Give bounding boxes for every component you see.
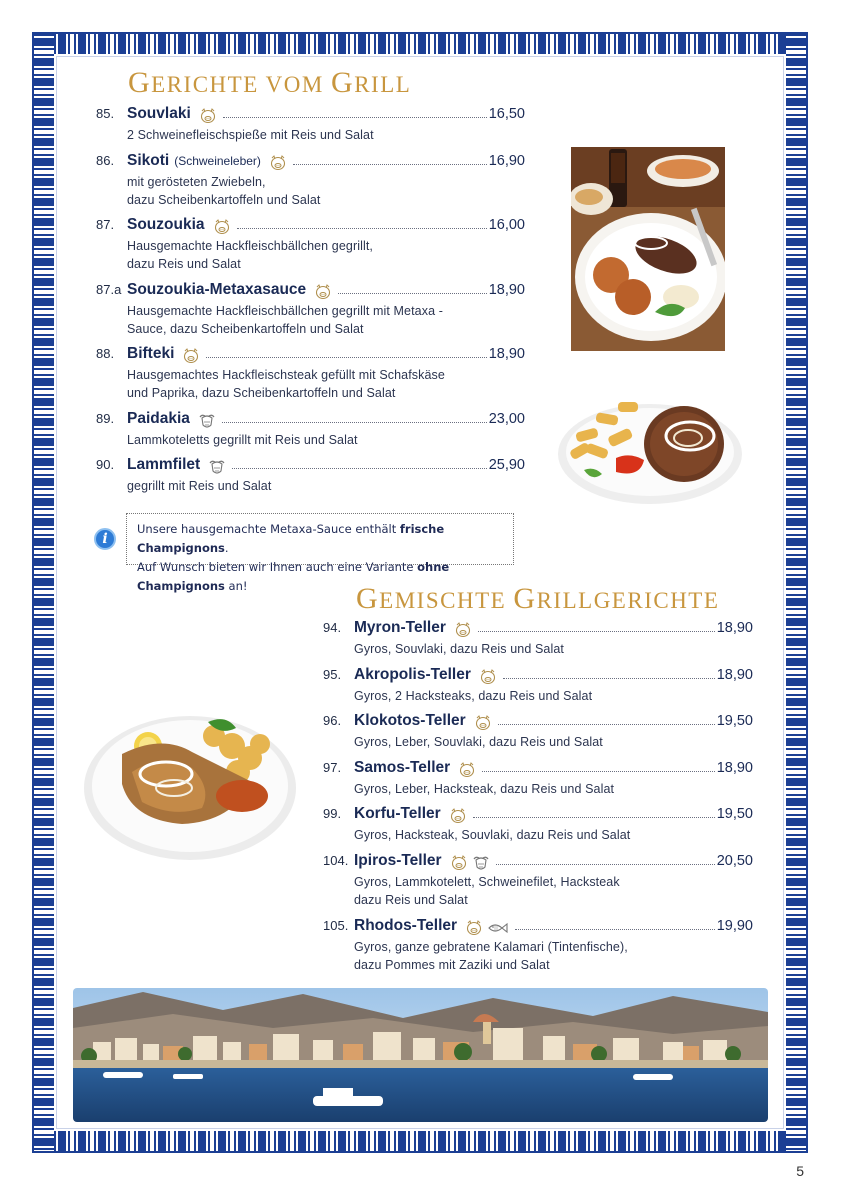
title-part: ERICHTE VOM	[151, 72, 332, 97]
menu-item-icons	[314, 284, 332, 300]
menu-item-description: Gyros, Leber, Souvlaki, dazu Reis und Salat	[354, 735, 603, 749]
menu-item-description: dazu Reis und Salat	[127, 256, 241, 271]
menu-item	[323, 666, 753, 706]
lamb-icon	[208, 459, 226, 475]
title-initial: G	[128, 66, 152, 99]
menu-item	[323, 917, 753, 974]
menu-item-number: 86.	[96, 153, 115, 168]
menu-item-name: Ipiros-Teller	[354, 852, 442, 869]
menu-item-description: Gyros, Souvlaki, dazu Reis und Salat	[354, 642, 564, 656]
menu-item	[323, 805, 753, 845]
dot-leader	[223, 117, 487, 118]
note-bold: frische Champignons	[137, 522, 445, 555]
dot-leader	[482, 771, 715, 772]
menu-item-name: Paidakia	[127, 410, 190, 427]
menu-item-row	[96, 345, 525, 367]
menu-item-number: 89.	[96, 411, 115, 426]
menu-item-description: Gyros, Hacksteak, Souvlaki, dazu Reis und Salat	[354, 828, 631, 842]
menu-item-number: 95.	[323, 667, 342, 682]
menu-item-number: 99.	[323, 806, 342, 821]
menu-item	[323, 619, 753, 659]
menu-item-row	[323, 852, 753, 874]
dot-leader	[496, 864, 715, 865]
menu-item-row	[96, 410, 525, 432]
dot-leader	[338, 293, 487, 294]
title-part-2: RILLGERICHTE	[536, 588, 720, 613]
menu-item-name: Rhodos-Teller	[354, 917, 458, 934]
greek-key-border-right	[786, 34, 806, 1151]
menu-item-name: Akropolis-Teller	[354, 666, 471, 683]
menu-item-description: Hausgemachte Hackfleischbällchen gegrillt,	[127, 239, 373, 253]
menu-item-price: 19,50	[716, 806, 753, 822]
menu-item-name: Bifteki	[127, 345, 175, 362]
section-title-mixed-grill	[356, 582, 719, 616]
dot-leader	[478, 631, 715, 632]
menu-item-icons	[213, 219, 231, 235]
menu-item-number: 87.	[96, 217, 115, 232]
menu-item-icons	[198, 413, 216, 429]
pig-icon	[199, 108, 217, 124]
menu-item-name: Lammfilet	[127, 456, 201, 473]
menu-item-icons	[465, 920, 509, 936]
menu-item	[96, 152, 525, 209]
section-title-grill	[128, 66, 411, 100]
menu-item-price: 18,90	[716, 620, 753, 636]
note-text: .	[224, 541, 229, 555]
menu-item	[323, 852, 753, 909]
menu-item-subtitle: (Schweineleber)	[174, 154, 261, 168]
menu-item-number: 85.	[96, 106, 115, 121]
note-bold: ohne Champignons	[137, 560, 450, 593]
menu-item-price: 16,90	[488, 153, 525, 169]
menu-item-price: 18,90	[716, 760, 753, 776]
pig-icon	[182, 348, 200, 364]
menu-item-icons	[474, 715, 492, 731]
title-initial-2: G	[331, 66, 355, 99]
greek-key-border-left	[34, 34, 54, 1151]
pig-icon	[479, 669, 497, 685]
menu-item-row	[96, 216, 525, 238]
title-initial-2: G	[513, 582, 537, 615]
menu-item-price: 25,90	[488, 457, 525, 473]
note-text: Unsere hausgemachte Metaxa-Sauce enthält	[137, 522, 400, 536]
title-part-2: RILL	[354, 72, 412, 97]
menu-item-name: Myron-Teller	[354, 619, 446, 636]
menu-item-price: 16,50	[488, 106, 525, 122]
title-part: EMISCHTE	[379, 588, 514, 613]
dot-leader	[237, 228, 487, 229]
menu-item-price: 19,50	[716, 713, 753, 729]
menu-item-description: 2 Schweinefleischspieße mit Reis und Salat	[127, 128, 374, 142]
menu-item-row	[96, 281, 525, 303]
menu-item-number: 90.	[96, 457, 115, 472]
menu-item-row	[323, 712, 753, 734]
pig-icon	[314, 284, 332, 300]
menu-item	[323, 712, 753, 752]
menu-item-number: 88.	[96, 346, 115, 361]
menu-item-row	[96, 105, 525, 127]
pig-icon	[465, 920, 483, 936]
menu-item-icons	[454, 622, 472, 638]
dot-leader	[222, 422, 487, 423]
pig-icon	[474, 715, 492, 731]
menu-item	[96, 105, 525, 145]
menu-item	[96, 281, 525, 338]
gyros-plate-photo	[82, 702, 298, 862]
menu-item-icons	[208, 459, 226, 475]
metaxa-note-box	[126, 513, 514, 593]
page-number: 5	[796, 1163, 804, 1179]
pig-icon	[450, 855, 468, 871]
note-text: an!	[224, 579, 248, 593]
menu-item-description: Gyros, 2 Hacksteaks, dazu Reis und Salat	[354, 689, 593, 703]
menu-item-description: gegrillt mit Reis und Salat	[127, 479, 272, 493]
menu-item-price: 16,00	[488, 217, 525, 233]
menu-item	[323, 759, 753, 799]
greek-harbor-banner	[73, 988, 768, 1122]
pig-icon	[458, 762, 476, 778]
lamb-icon	[198, 413, 216, 429]
menu-item-description: dazu Pommes mit Zaziki und Salat	[354, 957, 550, 972]
menu-item-row	[323, 759, 753, 781]
lamb-icon	[472, 855, 490, 871]
dot-leader	[206, 357, 486, 358]
menu-item-description: dazu Scheibenkartoffeln und Salat	[127, 192, 321, 207]
menu-item-name: Souzoukia	[127, 216, 205, 233]
menu-item	[96, 456, 525, 496]
greek-key-border-bottom	[34, 1131, 806, 1151]
greek-key-border-top	[34, 34, 806, 54]
menu-item-name: Souzoukia-Metaxasauce	[127, 281, 307, 298]
title-initial: G	[356, 582, 380, 615]
pig-icon	[269, 155, 287, 171]
note-text: Auf Wunsch bieten wir Ihnen auch eine Variante	[137, 560, 418, 574]
menu-item-row	[323, 619, 753, 641]
menu-item-icons	[479, 669, 497, 685]
menu-item-name: Souvlaki	[127, 105, 191, 122]
menu-item-description: Gyros, Leber, Hacksteak, dazu Reis und Salat	[354, 782, 615, 796]
menu-item-row	[323, 666, 753, 688]
menu-item-price: 20,50	[716, 853, 753, 869]
menu-item-icons	[450, 855, 490, 871]
menu-item-description: und Paprika, dazu Scheibenkartoffeln und Salat	[127, 385, 396, 400]
bifteki-photo	[556, 388, 744, 508]
menu-item	[96, 345, 525, 402]
menu-item-description: Gyros, Lammkotelett, Schweinefilet, Hacksteak	[354, 875, 620, 889]
dot-leader	[232, 468, 486, 469]
menu-item-icons	[182, 348, 200, 364]
menu-item-number: 97.	[323, 760, 342, 775]
menu-item	[96, 216, 525, 273]
menu-item-name: Korfu-Teller	[354, 805, 441, 822]
menu-item-description: dazu Reis und Salat	[354, 892, 468, 907]
menu-item-price: 23,00	[488, 411, 525, 427]
menu-item-row	[96, 152, 525, 174]
menu-item-name: Samos-Teller	[354, 759, 451, 776]
menu-item-description: Sauce, dazu Scheibenkartoffeln und Salat	[127, 321, 364, 336]
souzoukia-photo	[571, 147, 725, 351]
pig-icon	[213, 219, 231, 235]
dot-leader	[503, 678, 715, 679]
menu-item-number: 96.	[323, 713, 342, 728]
menu-item-name: Klokotos-Teller	[354, 712, 466, 729]
menu-item-description: Hausgemachtes Hackfleischsteak gefüllt mit Schafskäse	[127, 368, 445, 382]
menu-item-number: 105.	[323, 918, 349, 933]
pig-icon	[454, 622, 472, 638]
menu-item-description: Lammkoteletts gegrillt mit Reis und Salat	[127, 433, 358, 447]
menu-item-number: 104.	[323, 853, 349, 868]
menu-item-number: 87.a	[96, 282, 122, 297]
menu-item-row	[323, 805, 753, 827]
menu-item-icons	[449, 808, 467, 824]
menu-item-row	[323, 917, 753, 939]
dot-leader	[473, 817, 715, 818]
menu-item-description: Hausgemachte Hackfleischbällchen gegrillt mit Metaxa -	[127, 304, 443, 318]
note-line-1	[137, 520, 503, 558]
menu-item-icons	[269, 155, 287, 171]
dot-leader	[515, 929, 715, 930]
menu-item-description: mit gerösteten Zwiebeln,	[127, 175, 266, 189]
menu-item	[96, 410, 525, 450]
menu-item-description: Gyros, ganze gebratene Kalamari (Tintenfische),	[354, 940, 628, 954]
menu-item-price: 19,90	[716, 918, 753, 934]
fish-icon	[487, 920, 509, 936]
dot-leader	[498, 724, 715, 725]
menu-item-icons	[458, 762, 476, 778]
info-icon: i	[94, 528, 116, 550]
menu-item-name: Sikoti	[127, 152, 170, 169]
menu-item-price: 18,90	[716, 667, 753, 683]
menu-item-price: 18,90	[488, 282, 525, 298]
dot-leader	[293, 164, 487, 165]
pig-icon	[449, 808, 467, 824]
menu-item-row	[96, 456, 525, 478]
menu-item-icons	[199, 108, 217, 124]
menu-item-price: 18,90	[488, 346, 525, 362]
menu-item-number: 94.	[323, 620, 342, 635]
